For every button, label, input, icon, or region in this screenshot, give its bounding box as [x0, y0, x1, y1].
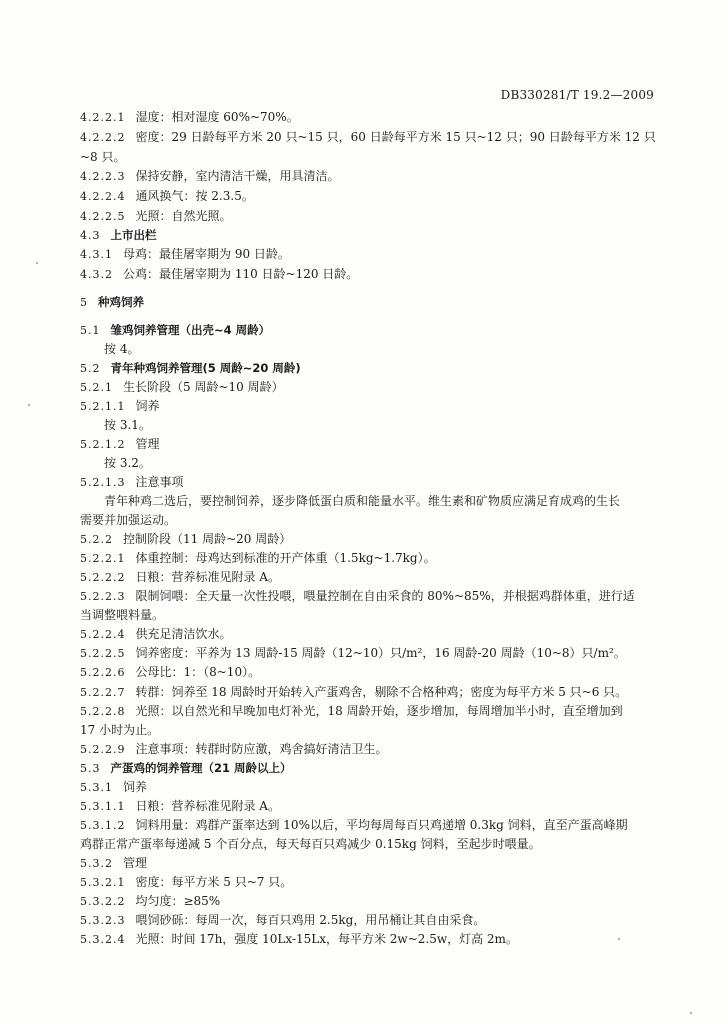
- clause-text: 日粮：营养标准见附录 A。: [135, 570, 280, 584]
- clause-line: [80, 168, 340, 185]
- clause-line: [80, 798, 280, 815]
- clause-number: 5.2.2.5: [80, 647, 126, 660]
- clause-line: [80, 550, 436, 567]
- clause-line: [80, 398, 160, 415]
- scan-speck: [36, 262, 38, 264]
- clause-text: 保持安静，室内清洁干燥，用具清洁。: [135, 169, 340, 183]
- clause-text: 公母比：1：（8~10）。: [135, 665, 261, 679]
- clause-text: 鸡群正常产蛋率每递减 5 个百分点，每天每百只鸡减少 0.15kg 饲料，至起步时喂量。: [80, 837, 541, 851]
- clause-continuation: [104, 455, 151, 471]
- clause-text: 饲养: [135, 399, 160, 413]
- section-heading: [80, 227, 157, 244]
- subsection-heading: [80, 855, 147, 872]
- clause-continuation: [80, 149, 126, 165]
- subsection-heading: [80, 779, 147, 796]
- clause-line: [80, 626, 232, 643]
- clause-text: 按 4。: [104, 342, 140, 356]
- clause-line: [80, 246, 290, 263]
- clause-line: [80, 188, 254, 205]
- clause-line: [80, 129, 656, 146]
- clause-number: 4.2.2.1: [80, 111, 126, 124]
- clause-line: [80, 703, 623, 720]
- clause-text: 饲养密度：平养为 13 周龄-15 周龄（12~10）只/m²，16 周龄-20 周龄（10~8）只/m²。: [135, 646, 626, 660]
- clause-number: 4.2.2.3: [80, 170, 126, 183]
- clause-line: [80, 684, 627, 701]
- clause-continuation: [80, 836, 541, 852]
- clause-number: 4.2.2.5: [80, 210, 126, 223]
- clause-text: 密度：每平方米 5 只~7 只。: [135, 875, 293, 889]
- clause-line: [80, 436, 160, 453]
- clause-number: 5.3.2.4: [80, 933, 126, 946]
- clause-line: [80, 893, 220, 910]
- chapter-number: 5: [80, 296, 88, 309]
- clause-text: 17 小时为止。: [80, 723, 160, 737]
- clause-number: 5.3.1.2: [80, 819, 126, 832]
- clause-line: [80, 931, 518, 948]
- subsection-number: 5.2.1: [80, 381, 113, 394]
- clause-continuation: [80, 722, 159, 738]
- clause-number: 4.3.1: [80, 248, 113, 261]
- clause-number: 5.2.2.1: [80, 552, 126, 565]
- subsection-number: 5.3.1: [80, 781, 113, 794]
- clause-text: 供充足清洁饮水。: [135, 627, 232, 641]
- chapter-title: 种鸡饲养: [98, 295, 144, 309]
- clause-line: [80, 912, 485, 929]
- subsection-number: 5.2.2: [80, 533, 113, 546]
- clause-number: 5.2.2.8: [80, 705, 126, 718]
- clause-line: [80, 645, 626, 662]
- clause-number: 5.3.2.3: [80, 914, 126, 927]
- clause-number: 5.2.2.3: [80, 590, 126, 603]
- section-number: 5.2: [80, 362, 101, 375]
- clause-text: 光照：自然光照。: [135, 209, 232, 223]
- clause-text: 喂饲砂砾：每周一次，每百只鸡用 2.5kg，用吊桶让其自由采食。: [135, 913, 486, 927]
- clause-text: 通风换气：按 2.3.5。: [135, 189, 254, 203]
- subsection-title: 生长阶段（5 周龄~10 周龄）: [123, 380, 284, 394]
- clause-number: 5.2.2.4: [80, 628, 126, 641]
- clause-number: 5.3.1.1: [80, 800, 126, 813]
- clause-text: 限制饲喂：全天量一次性投喂，喂量控制在自由采食的 80%~85%，并根据鸡群体重，进行适: [135, 589, 635, 603]
- clause-number: 5.2.2.7: [80, 686, 126, 699]
- section-heading: [80, 322, 270, 339]
- clause-line: [80, 741, 388, 758]
- clause-continuation: [104, 417, 151, 433]
- subsection-title: 饲养: [123, 780, 148, 794]
- scan-speck: [618, 938, 620, 940]
- clause-text: 注意事项：转群时防应激，鸡舍搞好清洁卫生。: [135, 742, 388, 756]
- paragraph-line: [104, 493, 620, 509]
- clause-text: 管理: [135, 437, 160, 451]
- clause-continuation: [104, 341, 139, 357]
- clause-line: [80, 109, 299, 126]
- clause-text: 光照：以自然光和早晚加电灯补光，18 周龄开始，逐步增加，每周增加半小时，直至增加到: [135, 704, 623, 718]
- scan-speck: [690, 1012, 692, 1014]
- clause-line: [80, 874, 292, 891]
- clause-number: 4.2.2.2: [80, 131, 126, 144]
- subsection-title: 管理: [123, 856, 148, 870]
- clause-text: 光照：时间 17h，强度 10Lx-15Lx，每平方米 2w~2.5w，灯高 2m。: [135, 932, 518, 946]
- standard-code: DB330281/T 19.2—2009: [500, 88, 654, 102]
- clause-line: [80, 588, 635, 605]
- section-number: 5.1: [80, 324, 101, 337]
- clause-number: 4.2.2.4: [80, 190, 126, 203]
- clause-number: 5.3.2.2: [80, 895, 126, 908]
- clause-line: [80, 569, 280, 586]
- paragraph-line: [80, 512, 176, 528]
- section-number: 4.3: [80, 229, 101, 242]
- subsection-title: 控制阶段（11 周龄~20 周龄）: [123, 532, 292, 546]
- section-heading: [80, 360, 301, 377]
- clause-line: [80, 664, 260, 681]
- section-title: 上市出栏: [110, 228, 157, 242]
- clause-line: [80, 474, 184, 491]
- clause-text: ~8 只。: [80, 150, 126, 164]
- clause-line: [80, 266, 358, 283]
- scan-speck: [28, 404, 30, 406]
- section-title: 青年种鸡饲养管理(5 周龄~20 周龄): [110, 361, 301, 375]
- clause-number: 5.3.2.1: [80, 876, 126, 889]
- subsection-heading: [80, 531, 291, 548]
- clause-number: 5.2.2.9: [80, 743, 126, 756]
- clause-text: 母鸡：最佳屠宰期为 90 日龄。: [123, 247, 290, 261]
- clause-line: [80, 208, 232, 225]
- clause-number: 4.3.2: [80, 268, 113, 281]
- clause-number: 5.2.2.2: [80, 571, 126, 584]
- section-number: 5.3: [80, 762, 101, 775]
- clause-text: 日粮：营养标准见附录 A。: [135, 799, 280, 813]
- clause-text: 公鸡：最佳屠宰期为 110 日龄~120 日龄。: [123, 267, 359, 281]
- paragraph-text: 需要并加强运动。: [80, 513, 177, 527]
- clause-text: 均匀度：≥85%: [135, 894, 221, 908]
- clause-text: 按 3.1。: [104, 418, 151, 432]
- clause-text: 注意事项: [135, 475, 184, 489]
- clause-text: 当调整喂料量。: [80, 608, 165, 622]
- paragraph-text: 青年种鸡二选后，要控制饲养，逐步降低蛋白质和能量水平。维生素和矿物质应满足育成鸡的生长: [104, 494, 621, 508]
- clause-text: 转群：饲养至 18 周龄时开始转入产蛋鸡舍，剔除不合格种鸡；密度为每平方米 5 只~6 只。: [135, 685, 628, 699]
- clause-line: [80, 817, 628, 834]
- clause-number: 5.2.1.2: [80, 438, 126, 451]
- clause-number: 5.2.2.6: [80, 666, 126, 679]
- chapter-heading: [80, 294, 144, 311]
- section-title: 雏鸡饲养管理（出壳~4 周龄）: [110, 323, 271, 337]
- clause-text: 密度：29 日龄每平方米 20 只~15 只，60 日龄每平方米 15 只~12 只；90 日龄每平方米 12 只: [135, 130, 656, 144]
- clause-text: 按 3.2。: [104, 456, 151, 470]
- clause-text: 湿度：相对湿度 60%~70%。: [135, 110, 299, 124]
- subsection-number: 5.3.2: [80, 857, 113, 870]
- clause-text: 体重控制：母鸡达到标准的开产体重（1.5kg~1.7kg）。: [135, 551, 436, 565]
- section-title: 产蛋鸡的饲养管理（21 周龄以上）: [110, 761, 292, 775]
- clause-continuation: [80, 607, 164, 623]
- clause-number: 5.2.1.3: [80, 476, 126, 489]
- clause-text: 饲料用量：鸡群产蛋率达到 10%以后，平均每周每百只鸡递增 0.3kg 饲料，直至产蛋高峰期: [135, 818, 628, 832]
- subsection-heading: [80, 379, 284, 396]
- section-heading: [80, 760, 292, 777]
- clause-number: 5.2.1.1: [80, 400, 126, 413]
